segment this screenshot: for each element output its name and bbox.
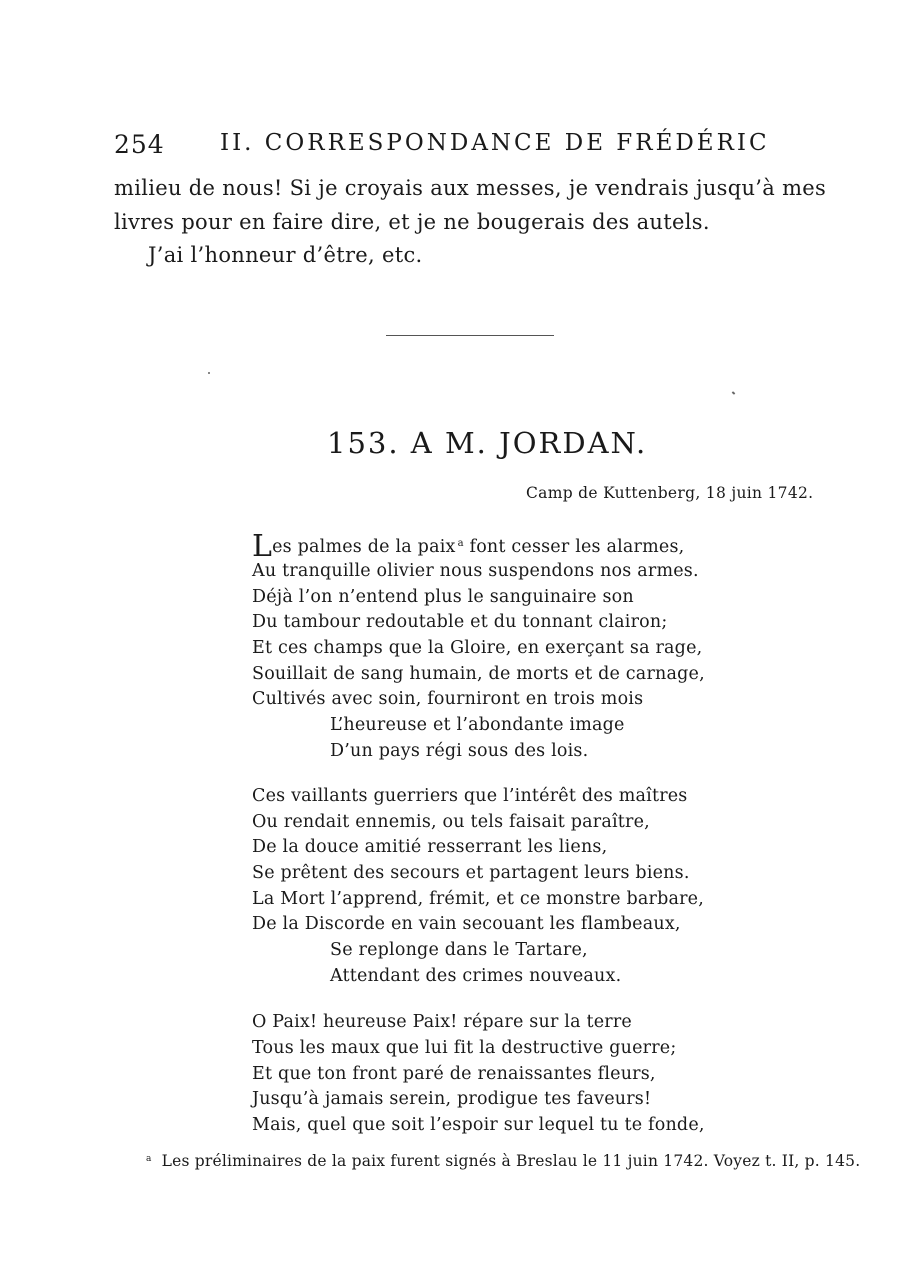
verse-line: Jusqu’à jamais serein, prodigue tes faveurs! [252,1089,652,1109]
verse-text: font cesser les alarmes, [463,537,685,557]
closing-line: J’ai l’honneur d’être, etc. [148,243,423,267]
verse-text: es palmes de la paix [272,537,456,557]
verse-line-indented: D’un pays régi sous des lois. [330,741,589,761]
footnote [146,1152,860,1170]
prose-line: milieu de nous! Si je croyais aux messes, je vendrais jusqu’à mes [114,176,827,200]
verse-line: De la Discorde en vain secouant les flambeaux, [252,914,681,934]
verse-line: Et ces champs que la Gloire, en exerçant sa rage, [252,638,703,658]
verse-line-first [252,529,685,564]
verse-line: Se prêtent des secours et partagent leurs biens. [252,863,690,883]
footnote-text: Les préliminaires de la paix furent signés à Breslau le 11 juin 1742. Voyez t. II, p. 145. [161,1152,861,1170]
page-number: 254 [114,130,165,159]
verse-line: Souillait de sang humain, de morts et de carnage, [252,664,705,684]
print-speck [732,391,736,394]
verse-line: O Paix! heureuse Paix! répare sur la terre [252,1012,632,1032]
verse-line: Déjà l’on n’entend plus le sanguinaire son [252,587,634,607]
verse-line-indented: Attendant des crimes nouveaux. [330,966,622,986]
verse-line: Ou rendait ennemis, ou tels faisait paraître, [252,812,650,832]
verse-line: La Mort l’apprend, frémit, et ce monstre barbare, [252,889,704,909]
footnote-mark: a [146,1154,152,1164]
verse-line-indented: L’heureuse et l’abondante image [330,715,625,735]
print-speck [208,372,210,374]
verse-line: Tous les maux que lui fit la destructive guerre; [252,1038,677,1058]
verse-line: Et que ton front paré de renaissantes fleurs, [252,1064,656,1084]
verse-line: Du tambour redoutable et du tonnant clairon; [252,612,668,632]
letter-title: 153. A M. JORDAN. [327,426,648,460]
prose-line: livres pour en faire dire, et je ne bougerais des autels. [114,210,710,234]
verse-line: Cultivés avec soin, fourniront en trois mois [252,689,644,709]
drop-cap: L [252,529,273,564]
verse-line: Au tranquille olivier nous suspendons nos armes. [252,561,699,581]
verse-line: Ces vaillants guerriers que l’intérêt des maîtres [252,786,688,806]
verse-line: Mais, quel que soit l’espoir sur lequel tu te fonde, [252,1115,705,1135]
section-divider [386,335,554,336]
running-title: II. CORRESPONDANCE DE FRÉDÉRIC [220,130,770,156]
verse-line-indented: Se replonge dans le Tartare, [330,940,588,960]
footnote-ref: a [457,538,464,549]
verse-line: De la douce amitié resserrant les liens, [252,837,608,857]
dateline: Camp de Kuttenberg, 18 juin 1742. [526,484,814,502]
